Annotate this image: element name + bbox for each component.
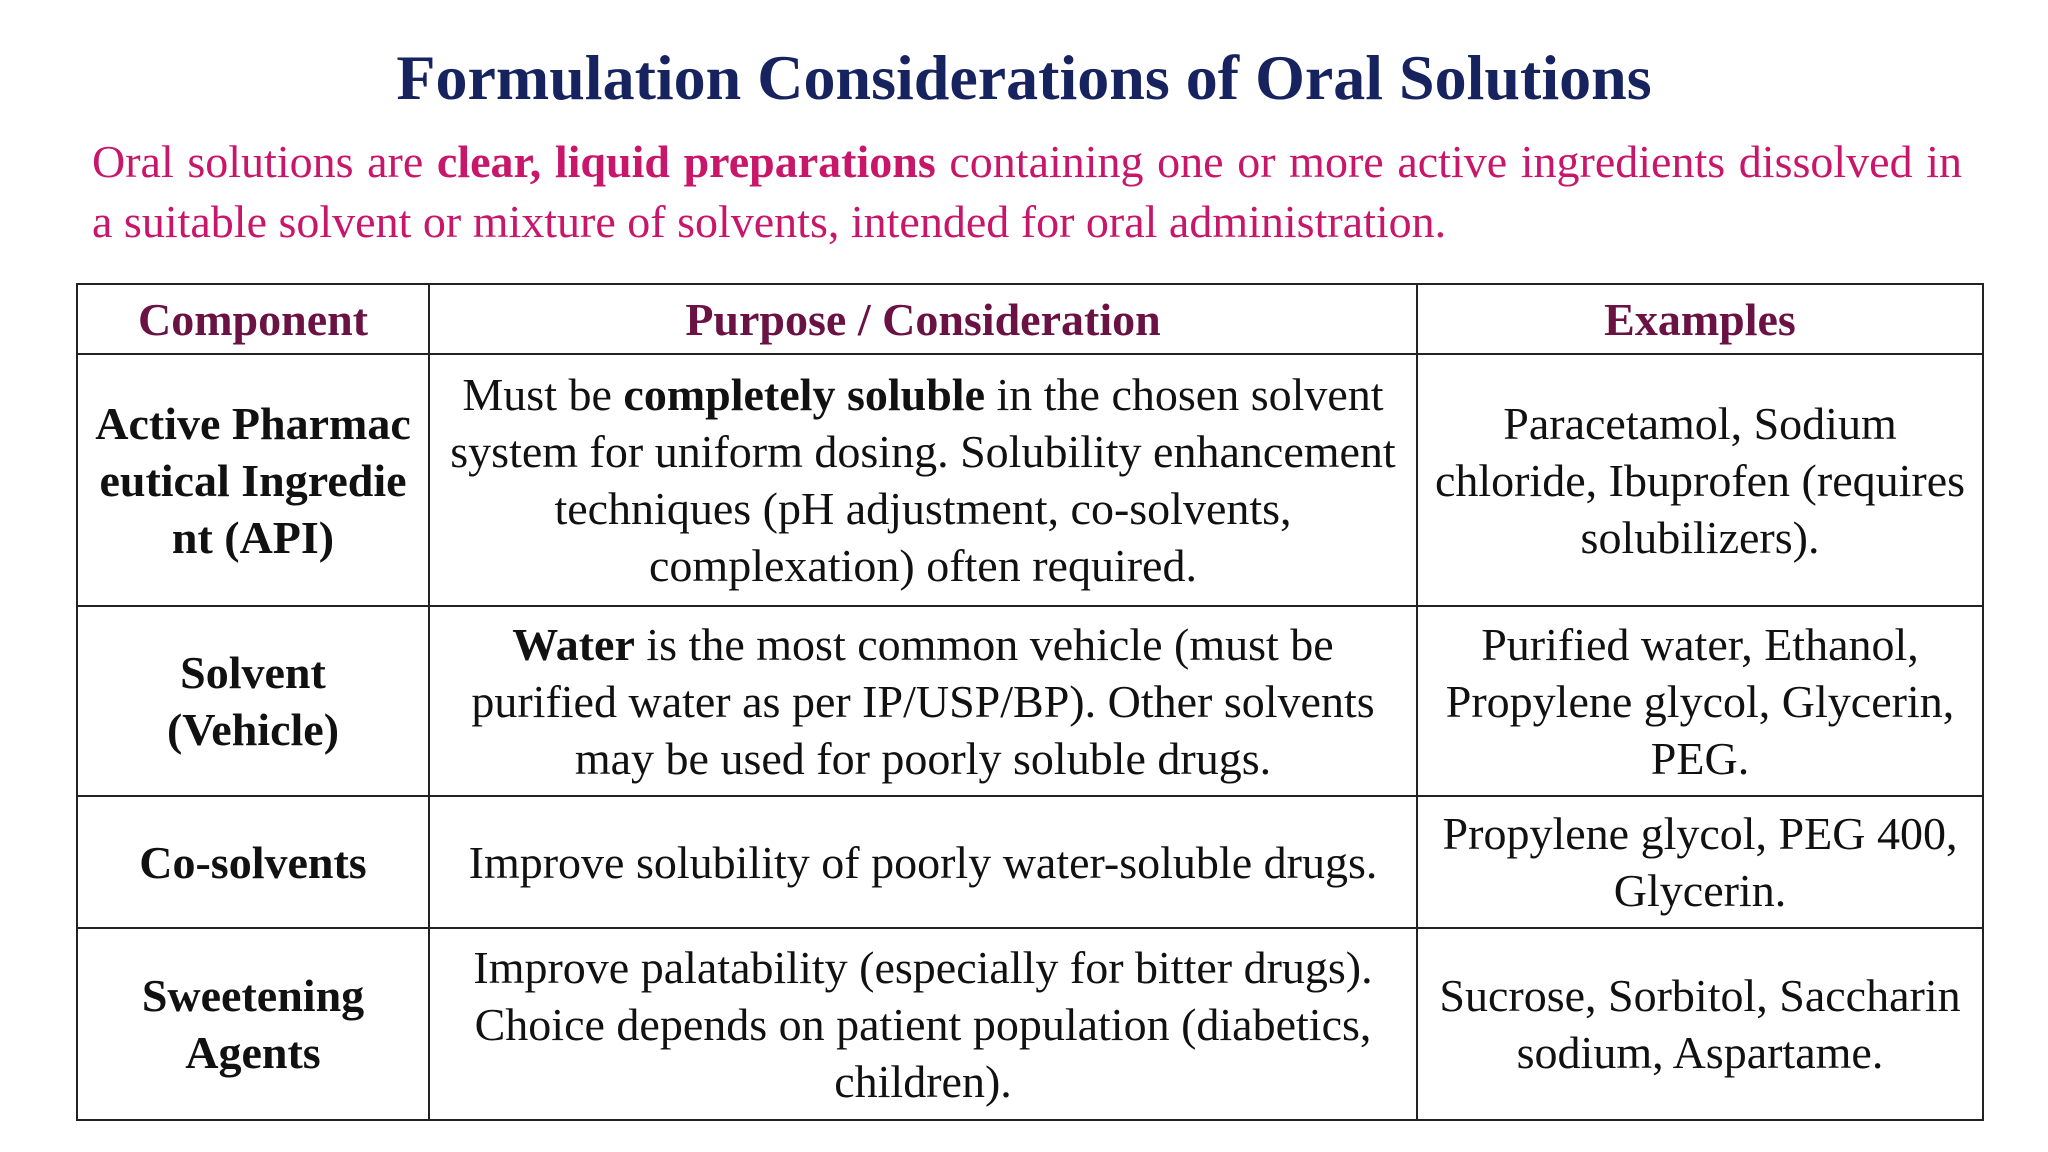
examples-cell: Purified water, Ethanol, Propylene glycol, Glycerin, PEG. bbox=[1417, 606, 1983, 796]
purpose-text-end: in the chosen solvent system for uniform dosing. Solubility enhancement techniques (pH adjustment, co-solvents, complexation) often required. bbox=[450, 369, 1396, 591]
page-title: Formulation Considerations of Oral Solutions bbox=[396, 42, 1652, 113]
header-purpose: Purpose / Consideration bbox=[429, 284, 1417, 354]
intro-paragraph bbox=[92, 132, 1962, 252]
component-cell: Active Pharmaceutical Ingredient (API) bbox=[77, 354, 429, 606]
purpose-cell bbox=[429, 354, 1417, 606]
intro-text-end: containing one or more active ingredients dissolved in a suitable solvent or mixture of solvents, intended for oral administration. bbox=[92, 136, 1962, 247]
table-row bbox=[77, 796, 1983, 928]
purpose-cell bbox=[429, 928, 1417, 1120]
table-row bbox=[77, 354, 1983, 606]
examples-cell: Propylene glycol, PEG 400, Glycerin. bbox=[1417, 796, 1983, 928]
examples-cell: Sucrose, Sorbitol, Saccharin sodium, Aspartame. bbox=[1417, 928, 1983, 1120]
purpose-cell bbox=[429, 606, 1417, 796]
table-header-row bbox=[77, 284, 1983, 354]
purpose-text-end: is the most common vehicle (must be purified water as per IP/USP/BP). Other solvents may be used for poorly soluble drugs. bbox=[471, 618, 1375, 784]
component-cell: Solvent (Vehicle) bbox=[77, 606, 429, 796]
components-table bbox=[76, 283, 1984, 1121]
purpose-emphasis: Water bbox=[512, 618, 635, 670]
examples-cell: Paracetamol, Sodium chloride, Ibuprofen (requires solubilizers). bbox=[1417, 354, 1983, 606]
purpose-text-end: Improve solubility of poorly water-soluble drugs. bbox=[468, 836, 1378, 888]
table-row bbox=[77, 606, 1983, 796]
purpose-emphasis: completely soluble bbox=[623, 369, 985, 420]
table-row bbox=[77, 928, 1983, 1120]
component-cell: Sweetening Agents bbox=[77, 928, 429, 1120]
intro-text-start: Oral solutions are bbox=[92, 136, 437, 187]
purpose-text-start: Must be bbox=[462, 369, 624, 420]
header-component: Component bbox=[77, 284, 429, 354]
header-examples: Examples bbox=[1417, 284, 1983, 354]
purpose-text-end: Improve palatability (especially for bitter drugs). Choice depends on patient population (diabetics, children). bbox=[473, 941, 1373, 1107]
component-cell: Co-solvents bbox=[77, 796, 429, 928]
intro-emphasis: clear, liquid preparations bbox=[436, 136, 936, 187]
purpose-cell bbox=[429, 796, 1417, 928]
